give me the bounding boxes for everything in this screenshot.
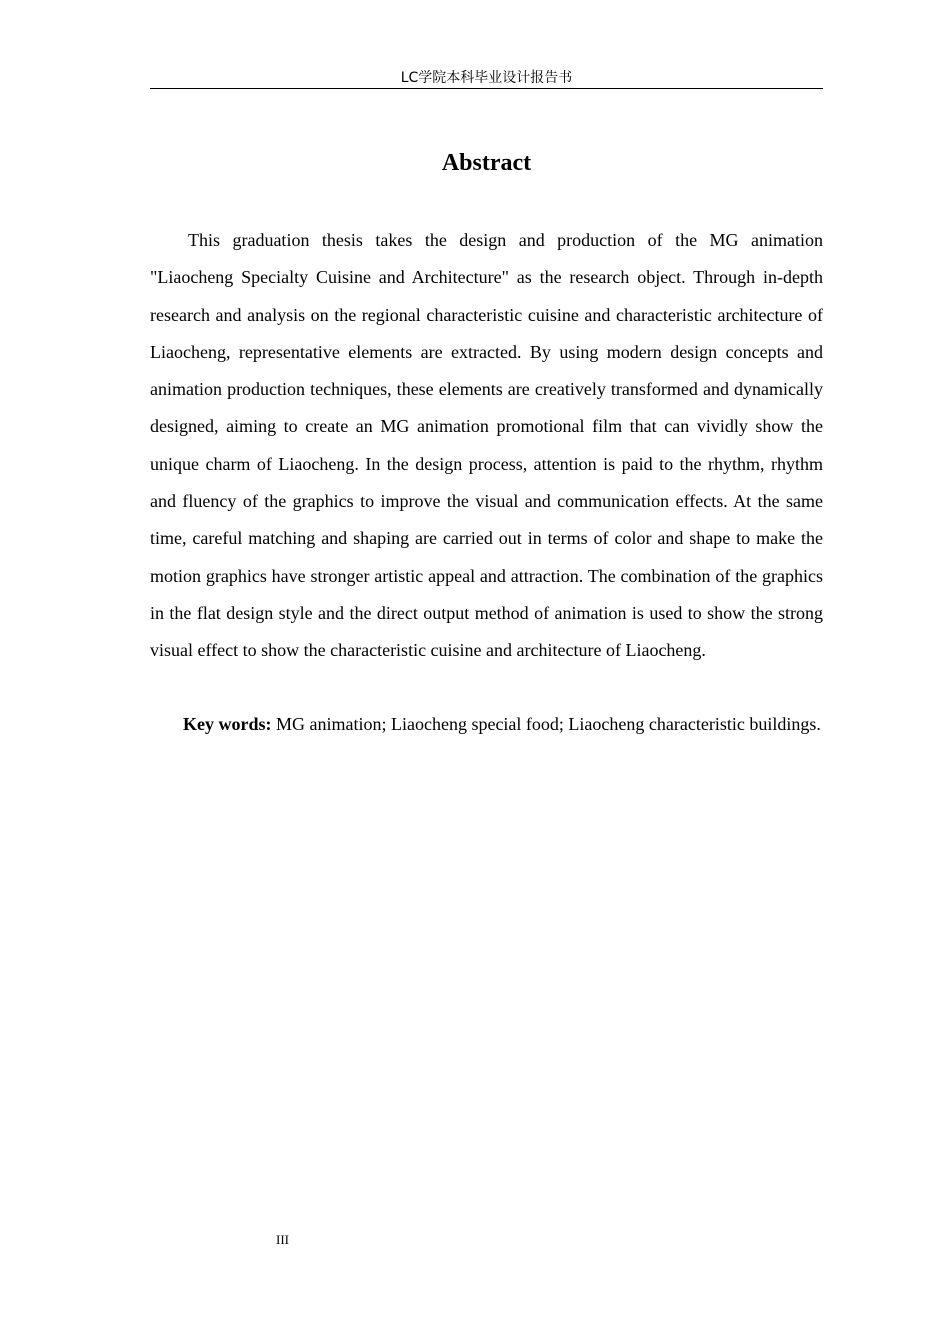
page-header: LC学院本科毕业设计报告书 — [150, 68, 823, 89]
page-number: III — [276, 1232, 289, 1247]
keywords-text: MG animation; Liaocheng special food; Liaocheng characteristic buildings. — [276, 714, 821, 734]
abstract-paragraph: This graduation thesis takes the design and production of the MG animation "Liaocheng Specialty Cuisine and Architecture" as the research object. Through in-depth research and analysis on the regional characteristic cuisine and characteristic architecture of Liaocheng, representative elements are extracted. By using modern design concepts and animation production techniques, these elements are creatively transformed and dynamically designed, aiming to create an MG animation promotional film that can vividly show the unique charm of Liaocheng. In the design process, attention is paid to the rhythm, rhythm and fluency of the graphics to improve the visual and communication effects. At the same time, careful matching and shaping are carried out in terms of color and shape to make the motion graphics have stronger artistic appeal and attraction. The combination of the graphics in the flat design style and the direct output method of animation is used to show the strong visual effect to show the characteristic cuisine and architecture of Liaocheng. — [150, 230, 823, 661]
keywords-label: Key words: — [183, 714, 272, 734]
keywords-paragraph — [150, 706, 823, 743]
abstract-title: Abstract — [441, 150, 532, 176]
